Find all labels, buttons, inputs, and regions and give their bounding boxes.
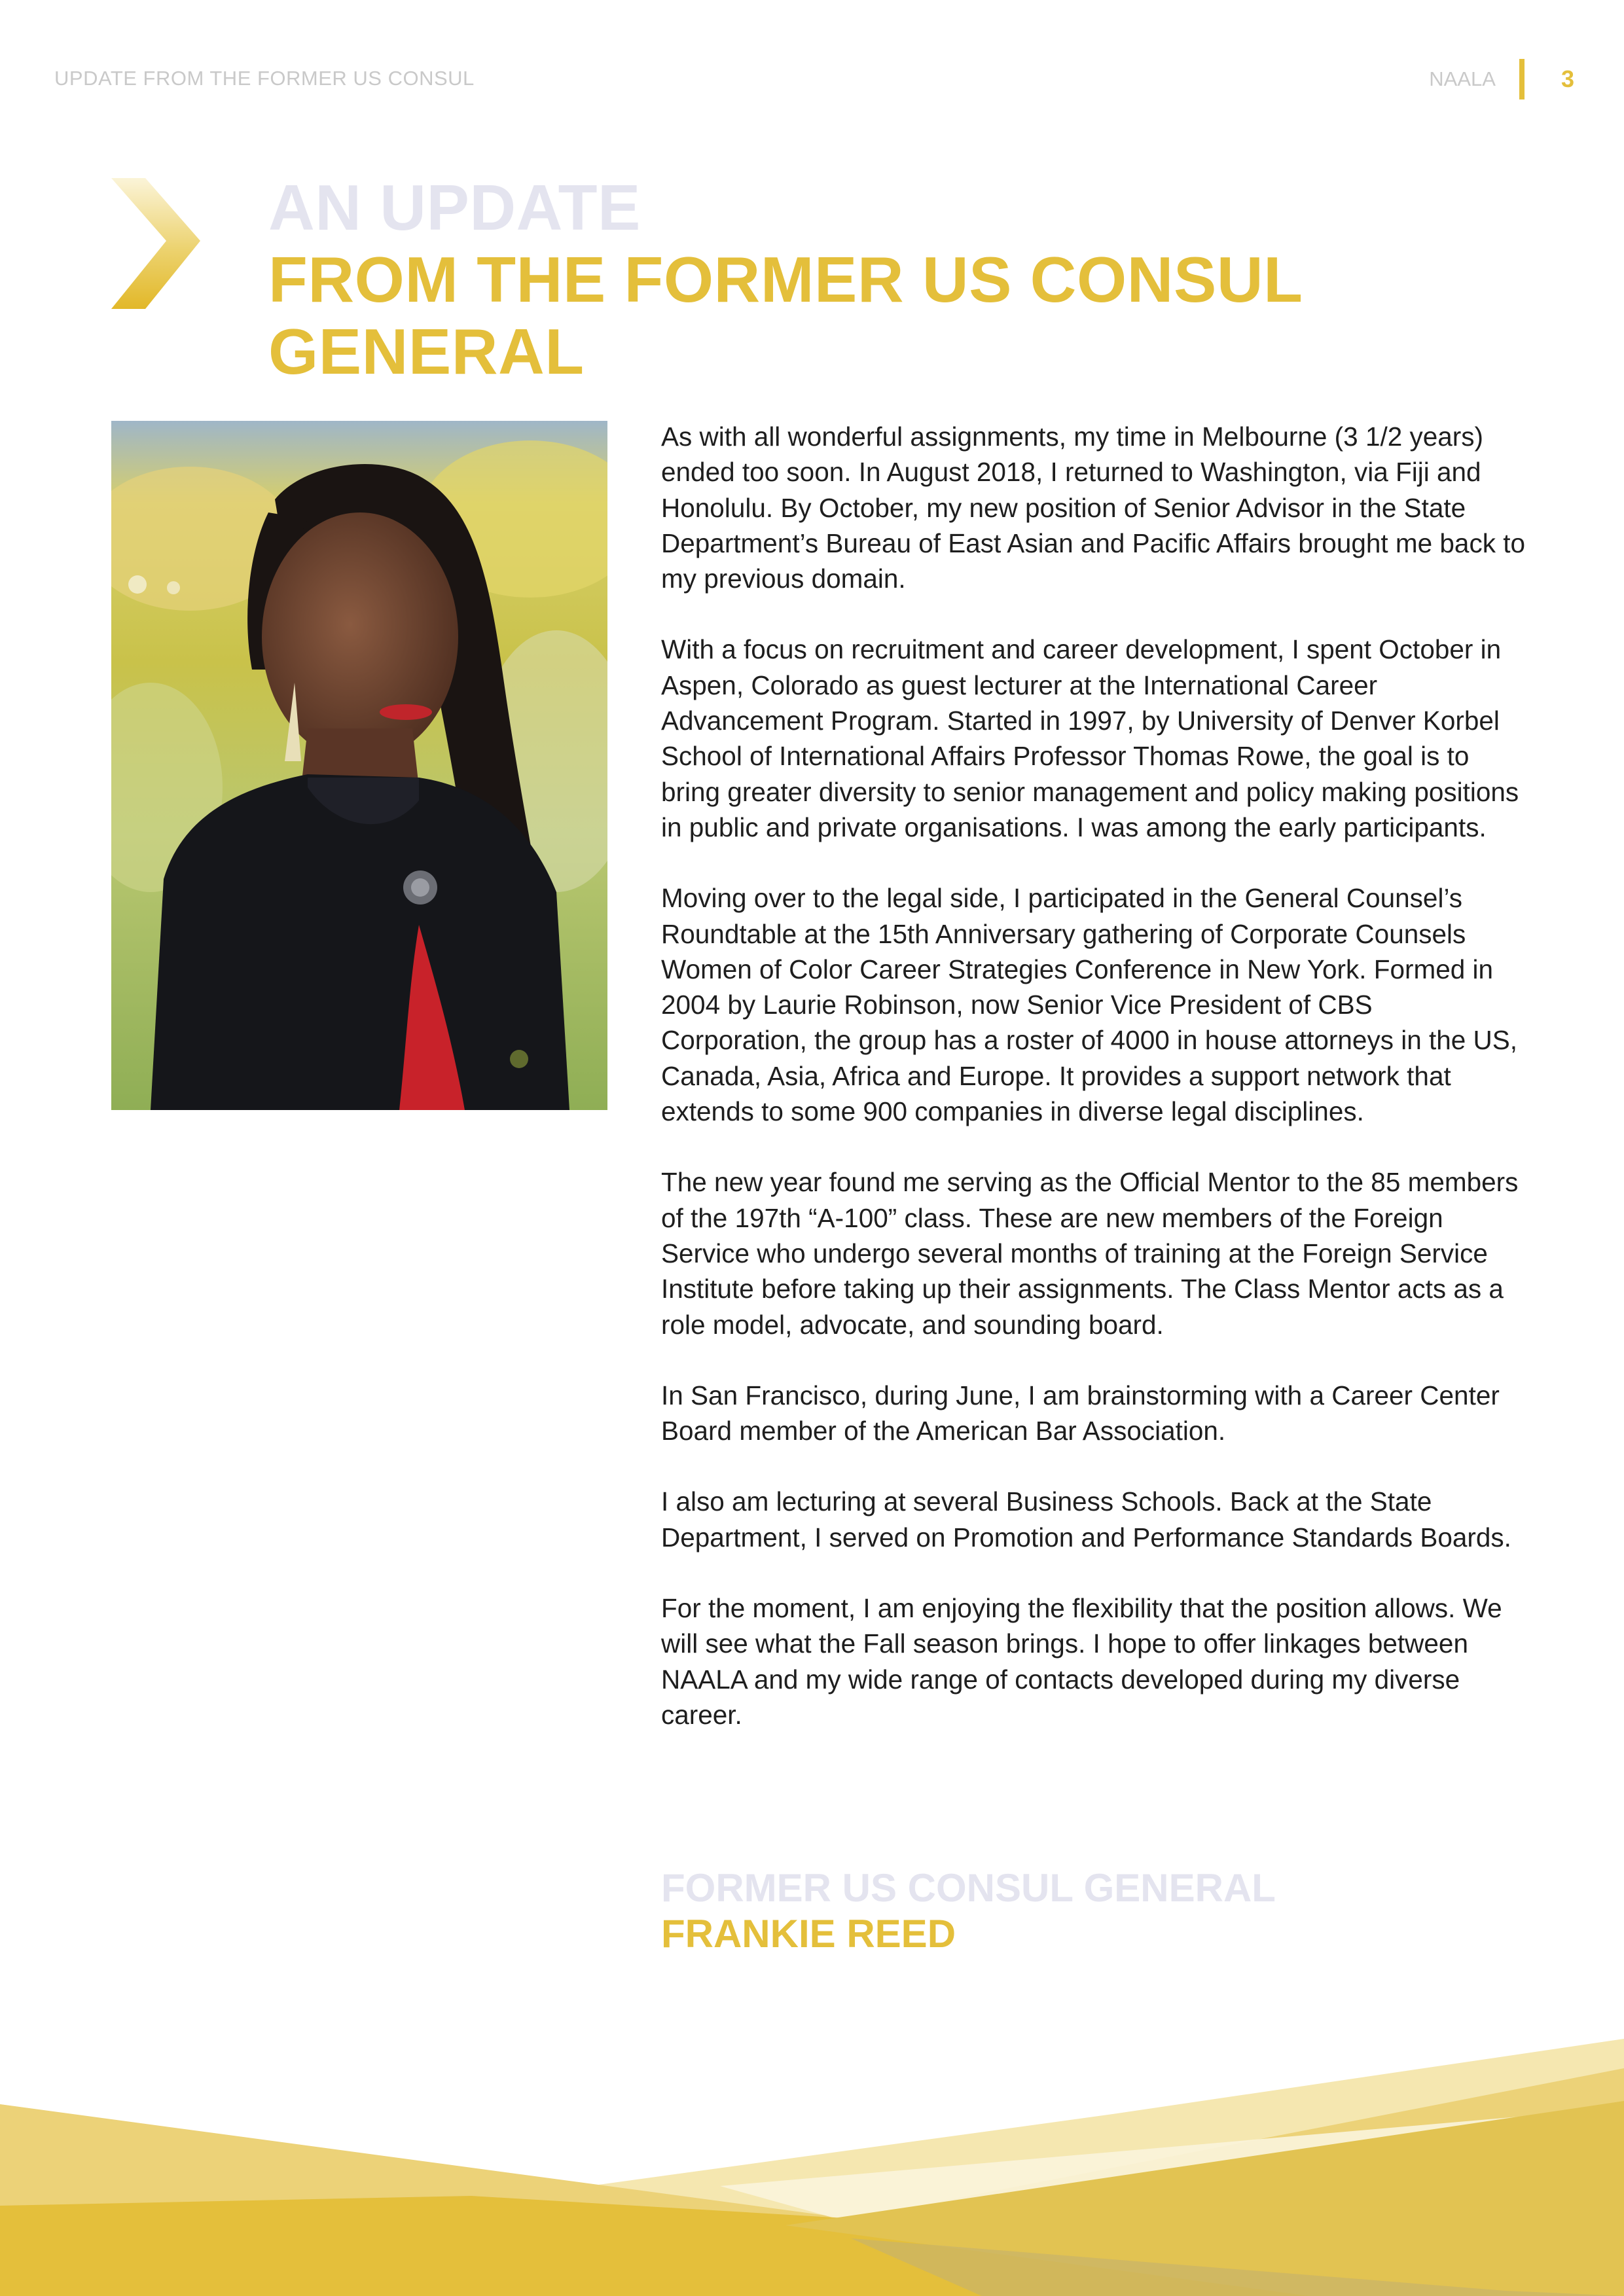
portrait-photo xyxy=(111,421,607,1110)
article-paragraph: Moving over to the legal side, I participated in the General Counsel’s Roundtable at the 15th Anniversary gathering of Corporate Counsels Women of Color Career Strategies Conference in New York. Formed in 2004 by Laurie Robinson, now Senior Vice President of CBS Corporation, the group has a roster of 4000 in house attorneys in the US, Canada, Asia, Africa and Europe. It provides a support network that extends to some 900 companies in diverse legal disciplines. xyxy=(661,883,1518,1127)
author-name: FRANKIE REED xyxy=(661,1912,956,1956)
article-body xyxy=(661,419,1525,1768)
article-paragraph: With a focus on recruitment and career development, I spent October in Aspen, Colorado as guest lecturer at the International Career Advancement Program. Started in 1997, by University of Denver Korbel School of International Affairs Professor Thomas Rowe, the goal is to bring greater diversity to senior management and policy making positions in public and private organisations. I was among the early participants. xyxy=(661,634,1519,842)
author-byline xyxy=(661,1865,1276,1957)
article-paragraph: The new year found me serving as the Official Mentor to the 85 members of the 197th “A-100” class. These are new members of the Foreign Service who undergo several months of training at the Foreign Service Institute before taking up their assignments. The Class Mentor acts as a role model, advocate, and sounding board. xyxy=(661,1167,1519,1340)
title-line-2: FROM THE FORMER US CONSUL GENERAL xyxy=(268,243,1302,387)
header-right xyxy=(1429,59,1574,99)
article-paragraph: For the moment, I am enjoying the flexibility that the position allows. We will see what the Fall season brings. I hope to offer linkages between NAALA and my wide range of contacts developed during my diverse career. xyxy=(661,1593,1502,1730)
page-title xyxy=(268,171,1624,387)
running-header-title: UPDATE FROM THE FORMER US CONSUL xyxy=(54,67,475,90)
article-paragraph: In San Francisco, during June, I am brainstorming with a Career Center Board member of the American Bar Association. xyxy=(661,1380,1500,1446)
article-paragraph: I also am lecturing at several Business Schools. Back at the State Department, I served on Promotion and Performance Standards Boards. xyxy=(661,1486,1511,1552)
page-number: 3 xyxy=(1561,65,1574,92)
header-divider xyxy=(1519,59,1525,99)
author-role: FORMER US CONSUL GENERAL xyxy=(661,1866,1276,1910)
footer-decorative-band xyxy=(0,2029,1624,2296)
chevron-right-icon xyxy=(111,178,200,309)
article-paragraph: As with all wonderful assignments, my time in Melbourne (3 1/2 years) ended too soon. In August 2018, I returned to Washington, via Fiji and Honolulu. By October, my new position of Senior Advisor in the State Department’s Bureau of East Asian and Pacific Affairs brought me back to my previous domain. xyxy=(661,422,1525,594)
title-line-1: AN UPDATE xyxy=(268,171,641,243)
publication-name: NAALA xyxy=(1429,67,1496,90)
